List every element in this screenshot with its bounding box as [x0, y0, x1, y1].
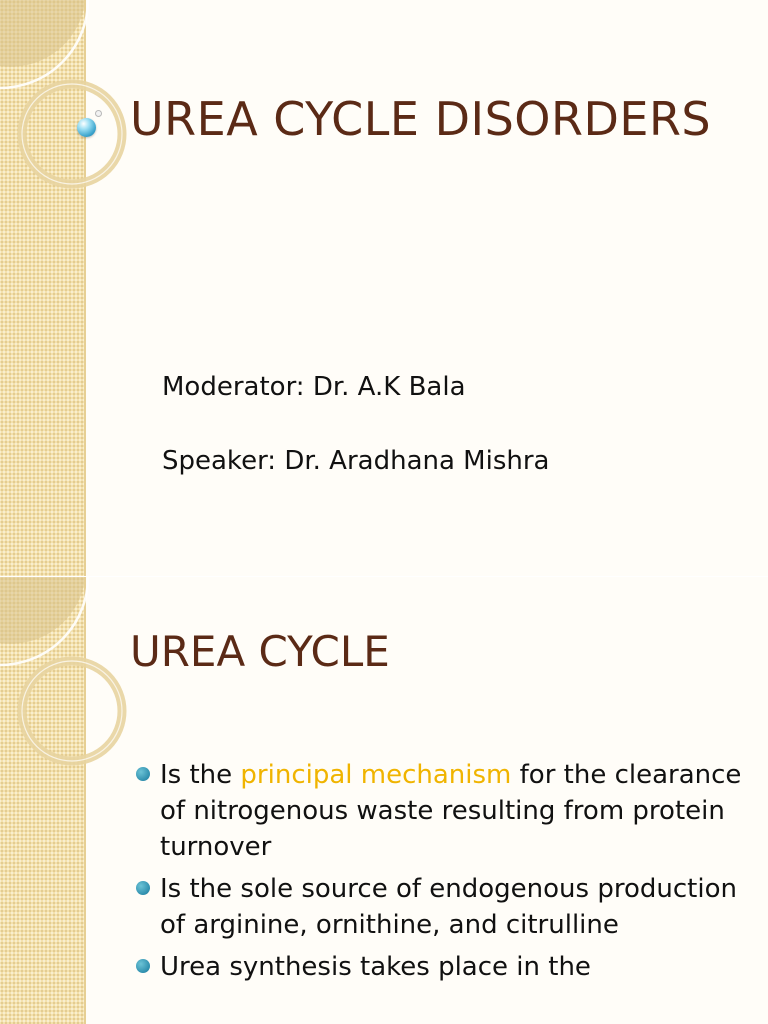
circle-ornament-icon — [0, 577, 140, 1024]
list-item — [160, 949, 760, 985]
bullet-text: Urea synthesis takes place in the — [160, 952, 591, 982]
list-item — [160, 871, 760, 943]
moderator-text: Moderator: Dr. A.K Bala — [162, 372, 466, 402]
bullet-text-pre: Is the — [160, 760, 241, 790]
slide-title: UREA CYCLE — [130, 627, 390, 676]
bullet-text: Is the sole source of endogenous production of arginine, ornithine, and citrulline — [160, 874, 737, 940]
bullet-list — [160, 757, 760, 991]
speaker-text: Speaker: Dr. Aradhana Mishra — [162, 446, 550, 476]
highlighted-phrase: principal mechanism — [240, 760, 512, 790]
content-slide — [0, 577, 768, 1024]
small-circle-icon — [95, 110, 102, 117]
sphere-bullet-icon — [77, 118, 96, 137]
bullet-dot-icon — [136, 881, 150, 895]
circle-ornament-icon — [0, 0, 140, 576]
bullet-dot-icon — [136, 767, 150, 781]
bullet-text-post: for the clearance of nitrogenous waste resulting from protein turnover — [160, 760, 742, 862]
bullet-dot-icon — [136, 959, 150, 973]
list-item — [160, 757, 760, 865]
slide-title: UREA CYCLE DISORDERS — [130, 92, 712, 146]
